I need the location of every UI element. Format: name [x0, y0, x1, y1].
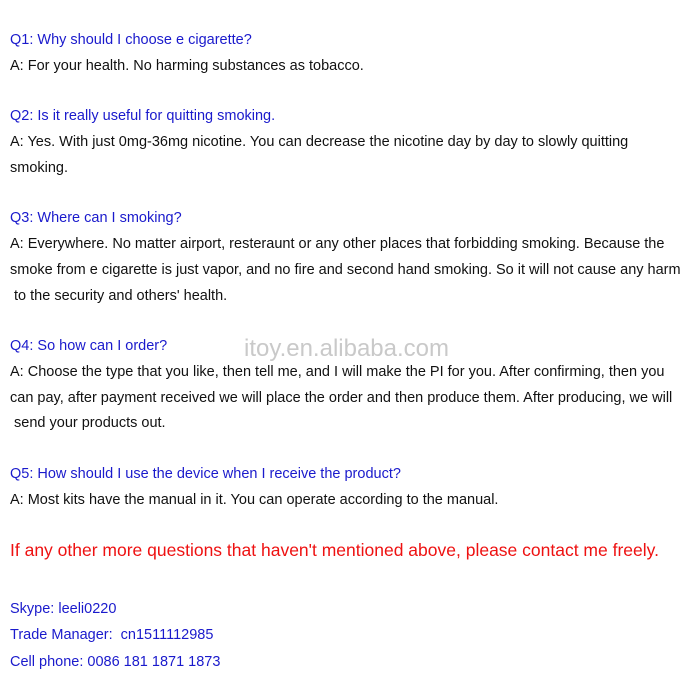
faq-answer-2-line-1: A: Yes. With just 0mg-36mg nicotine. You can decrease the nicotine day by day to slowly quitting: [10, 134, 629, 150]
faq-answer-3-line-1: A: Everywhere. No matter airport, resteraunt or any other places that forbidding smoking. Because the: [10, 236, 665, 252]
faq-answer-4-line-3: send your products out.: [10, 415, 166, 431]
faq-question-5: Q5: How should I use the device when I receive the product?: [10, 466, 401, 482]
faq-answer-2-line-2: smoking.: [10, 160, 69, 176]
faq-question-1: Q1: Why should I choose e cigarette?: [10, 32, 252, 48]
contact-trade-manager: Trade Manager: cn1511112985: [10, 627, 214, 643]
contact-notice: If any other more questions that haven't mentioned above, please contact me freely.: [10, 540, 659, 560]
contact-cell-phone: Cell phone: 0086 181 1871 1873: [10, 654, 221, 670]
contact-skype: Skype: leeli0220: [10, 601, 117, 617]
faq-answer-5-line-1: A: Most kits have the manual in it. You can operate according to the manual.: [10, 492, 499, 508]
faq-question-2: Q2: Is it really useful for quitting smoking.: [10, 108, 276, 124]
faq-answer-1-line-1: A: For your health. No harming substances as tobacco.: [10, 58, 364, 74]
watermark: itoy.en.alibaba.com: [244, 335, 450, 362]
faq-question-4: Q4: So how can I order?: [10, 338, 168, 354]
faq-question-3: Q3: Where can I smoking?: [10, 210, 182, 226]
faq-answer-3-line-2: smoke from e cigarette is just vapor, and no fire and second hand smoking. So it will not cause any harm: [10, 262, 681, 278]
faq-answer-4-line-2: can pay, after payment received we will place the order and then produce them. After producing, we will: [10, 390, 673, 406]
faq-answer-3-line-3: to the security and others' health.: [10, 288, 228, 304]
faq-answer-4-line-1: A: Choose the type that you like, then tell me, and I will make the PI for you. After confirming, then you: [10, 364, 665, 380]
